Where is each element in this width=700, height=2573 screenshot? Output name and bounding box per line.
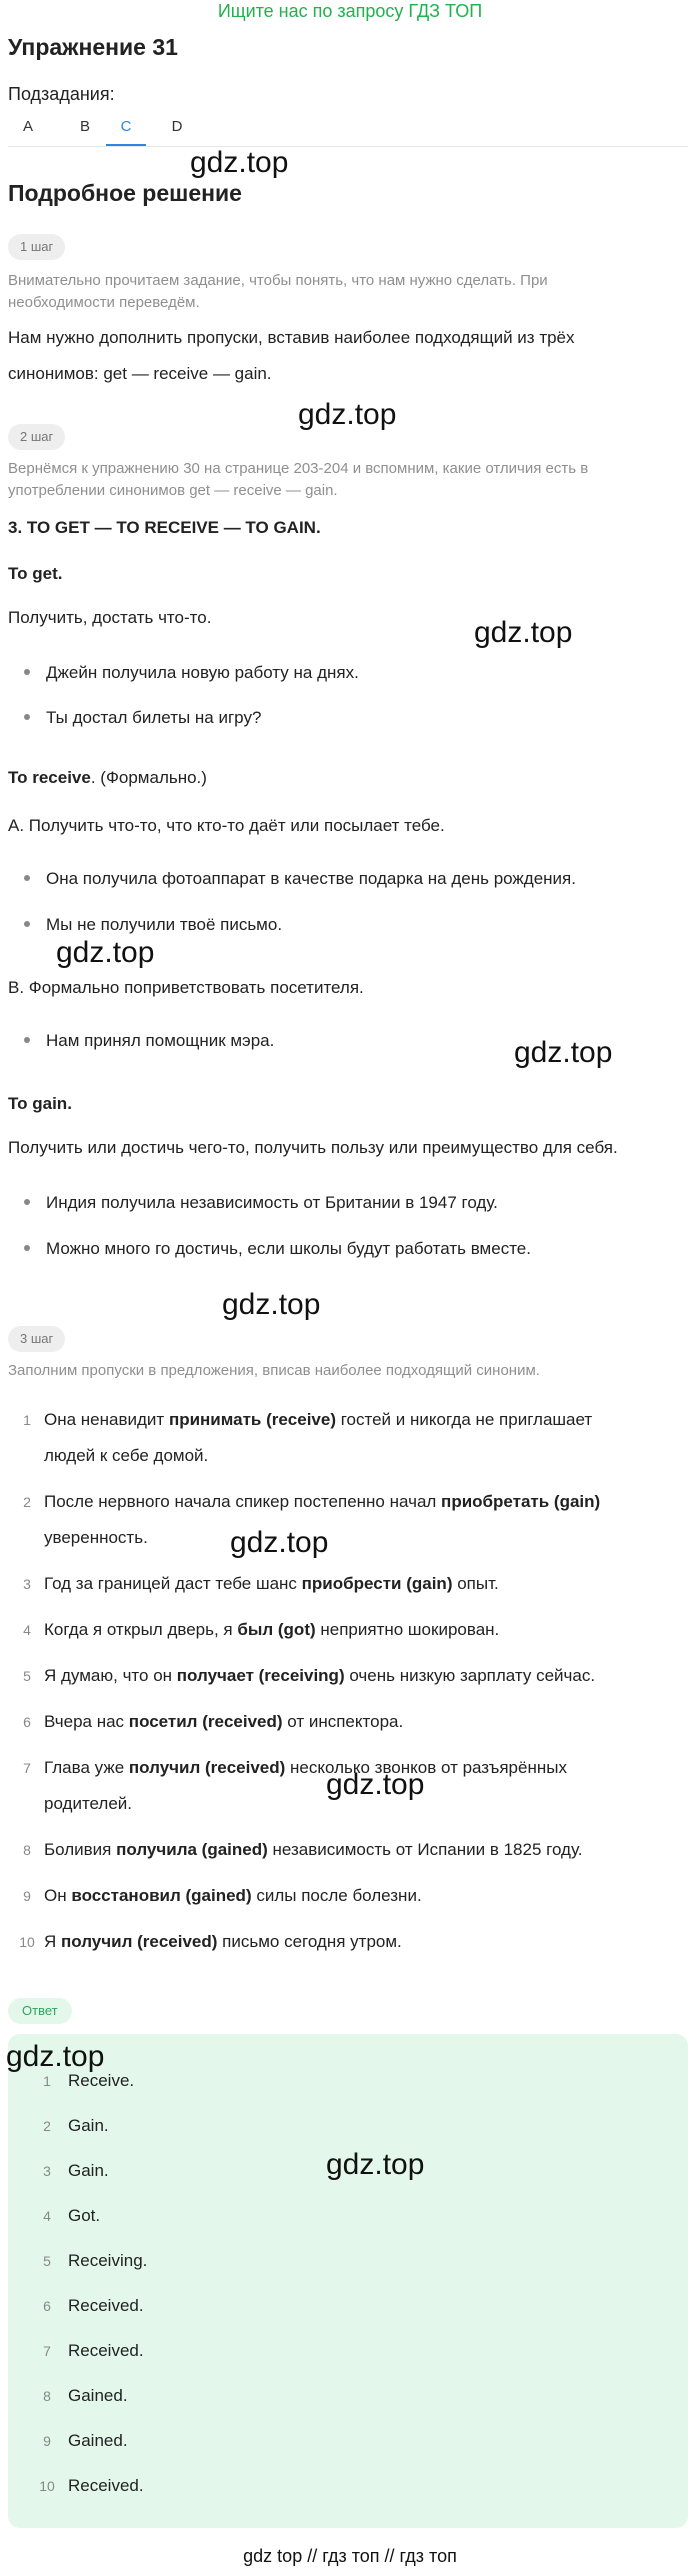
list-item	[24, 1192, 498, 1214]
gain-title: To gain.	[8, 1094, 72, 1113]
sentence-part: гостей и никогда не приглашает	[336, 1410, 593, 1429]
answer-word: приобрести (gain)	[301, 1574, 453, 1593]
bullet-icon	[24, 669, 30, 675]
answer-row	[34, 2295, 144, 2317]
receive-title-text: To receive	[8, 768, 91, 787]
sentence-part: уверенность.	[44, 1528, 148, 1547]
list-item-number: 6	[23, 1714, 31, 1730]
list-item-text	[44, 1924, 668, 1960]
answer-box	[8, 2034, 688, 2528]
list-item-text	[44, 1832, 668, 1868]
list-item-text	[44, 1878, 668, 1914]
answer-text: Received.	[68, 2296, 144, 2315]
answer-row	[34, 2115, 109, 2137]
step-text-line: Нам нужно дополнить пропуски, вставив наиболее подходящий из трёх	[8, 328, 575, 347]
list-item-text	[44, 1484, 668, 1556]
sentence-part: силы после болезни.	[251, 1886, 422, 1905]
sentence-part: от инспектора.	[282, 1712, 404, 1731]
answer-badge: Ответ	[8, 1998, 72, 2024]
answer-text: Gain.	[68, 2161, 109, 2180]
top-banner[interactable]: Ищите нас по запросу ГДЗ ТОП	[217, 1, 483, 21]
list-item-text	[44, 1658, 668, 1694]
answer-number: 4	[43, 2208, 51, 2224]
answer-word: посетил (received)	[128, 1712, 283, 1731]
answer-word: был (got)	[237, 1620, 316, 1639]
answer-text: Gained.	[68, 2386, 128, 2405]
step-badge: 2 шаг	[8, 424, 65, 450]
sentence-part: Глава уже	[44, 1758, 129, 1777]
answer-number: 2	[43, 2118, 51, 2134]
receive-title: To receive. (Формально.)	[8, 768, 207, 787]
sentence-part: Он	[44, 1886, 72, 1905]
list-item	[24, 914, 282, 936]
bullet-icon	[24, 1199, 30, 1205]
tab-b[interactable]: B	[79, 118, 90, 135]
sentence-part: Я	[44, 1932, 61, 1951]
step-text	[8, 320, 688, 392]
gain-title-text: To gain	[8, 1094, 68, 1113]
sentence-part: Она ненавидит	[44, 1410, 169, 1429]
answer-number: 1	[43, 2073, 51, 2089]
answer-word: приобретать (gain)	[441, 1492, 601, 1511]
synonyms-heading: 3. TO GET — TO RECEIVE — TO GAIN.	[8, 518, 321, 537]
bullet-icon	[24, 875, 30, 881]
answer-row	[34, 2160, 109, 2182]
get-definition: Получить, достать что-то.	[8, 608, 212, 627]
answer-number: 3	[43, 2163, 51, 2179]
sentence-part: людей к себе домой.	[44, 1446, 209, 1465]
watermark: gdz.top	[326, 1768, 425, 1801]
answer-text: Gain.	[68, 2116, 109, 2135]
answer-word: восстановил (gained)	[71, 1886, 252, 1905]
watermark: gdz.top	[190, 146, 289, 179]
list-item-text	[44, 1704, 668, 1740]
list-item-number: 9	[23, 1888, 31, 1904]
step-note-line: Вернёмся к упражнению 30 на странице 203-204 и вспомним, какие отличия есть в	[8, 460, 589, 477]
sentence-part: очень низкую зарплату сейчас.	[344, 1666, 596, 1685]
sentence-part: неприятно шокирован.	[315, 1620, 500, 1639]
list-item	[24, 707, 261, 729]
answer-number: 6	[43, 2298, 51, 2314]
answer-row	[34, 2340, 144, 2362]
list-item-text: Можно много го достичь, если школы будут работать вместе.	[46, 1239, 531, 1258]
watermark: gdz.top	[56, 936, 155, 969]
answer-number: 9	[43, 2433, 51, 2449]
step-note-line: употреблении синонимов get — receive — gain.	[8, 482, 338, 499]
list-item-text: Индия получила независимость от Британии в 1947 году.	[46, 1193, 498, 1212]
step-note-line: необходимости переведём.	[8, 294, 200, 311]
watermark: gdz.top	[514, 1036, 613, 1069]
list-item-number: 10	[19, 1934, 35, 1950]
answer-row	[34, 2205, 100, 2227]
watermark: gdz.top	[298, 398, 397, 431]
list-item-number: 4	[23, 1622, 31, 1638]
footer-links[interactable]: gdz top // гдз топ // гдз топ	[243, 2546, 457, 2566]
step-note: Заполним пропуски в предложения, вписав наиболее подходящий синоним.	[8, 1362, 540, 1379]
answer-text: Receive.	[68, 2071, 135, 2090]
list-item-text: Джейн получила новую работу на днях.	[46, 663, 359, 682]
watermark: gdz.top	[326, 2148, 425, 2181]
answer-number: 8	[43, 2388, 51, 2404]
answer-word: принимать (receive)	[168, 1410, 336, 1429]
answer-row	[34, 2250, 147, 2272]
answer-text: Receiving.	[68, 2251, 148, 2270]
list-item	[24, 662, 359, 684]
tab-d[interactable]: D	[171, 118, 183, 135]
answer-row	[34, 2385, 128, 2407]
list-item	[24, 1030, 274, 1052]
answer-text: Received.	[68, 2341, 144, 2360]
sentence-part: Когда я открыл дверь, я	[44, 1620, 238, 1639]
watermark: gdz.top	[230, 1526, 329, 1559]
list-item-text: Нам принял помощник мэра.	[46, 1031, 275, 1050]
list-item-text: Она получила фотоаппарат в качестве подарка на день рождения.	[46, 869, 576, 888]
answer-number: 10	[39, 2478, 55, 2494]
step-note	[8, 458, 688, 502]
answer-text: Gained.	[68, 2431, 128, 2450]
sentence-part: опыт.	[452, 1574, 499, 1593]
list-item-number: 7	[23, 1760, 31, 1776]
step-note	[8, 270, 688, 314]
list-item-text	[44, 1612, 668, 1648]
list-item-text: Мы не получили твоё письмо.	[46, 915, 283, 934]
list-item-number: 1	[23, 1412, 31, 1428]
get-title: To get.	[8, 564, 63, 583]
watermark: gdz.top	[474, 616, 573, 649]
watermark: gdz.top	[6, 2040, 105, 2073]
answer-word: получил (received)	[128, 1758, 286, 1777]
answer-word: получает (receiving)	[176, 1666, 345, 1685]
list-item-text: Ты достал билеты на игру?	[46, 708, 262, 727]
answer-number: 7	[43, 2343, 51, 2359]
gain-definition: Получить или достичь чего-то, получить пользу или преимущество для себя.	[8, 1138, 618, 1157]
answer-row	[34, 2475, 144, 2497]
bullet-icon	[24, 1245, 30, 1251]
list-item	[24, 1238, 531, 1260]
page-title: Упражнение 31	[8, 34, 178, 60]
sentence-part: Вчера нас	[44, 1712, 129, 1731]
step-note-line: Внимательно прочитаем задание, чтобы понять, что нам нужно сделать. При	[8, 272, 548, 289]
watermark: gdz.top	[222, 1288, 321, 1321]
sentence-part: независимость от Испании в 1825 году.	[267, 1840, 583, 1859]
step-badge: 3 шаг	[8, 1326, 65, 1352]
receive-b: B. Формально поприветствовать посетителя.	[8, 978, 364, 997]
list-item-number: 3	[23, 1576, 31, 1592]
answer-word: получила (gained)	[116, 1840, 268, 1859]
subtask-tabs	[8, 110, 688, 147]
answer-text: Received.	[68, 2476, 144, 2495]
sentence-part: Я думаю, что он	[44, 1666, 177, 1685]
list-item-number: 5	[23, 1668, 31, 1684]
sentence-part: письмо сегодня утром.	[217, 1932, 402, 1951]
sentence-part: родителей.	[44, 1794, 133, 1813]
answer-number: 5	[43, 2253, 51, 2269]
solution-title: Подробное решение	[8, 180, 242, 206]
sentence-part: Боливия	[44, 1840, 117, 1859]
receive-a: A. Получить что-то, что кто-то даёт или посылает тебе.	[8, 816, 445, 835]
step-text-line: синонимов: get — receive — gain.	[8, 364, 272, 383]
list-item-number: 8	[23, 1842, 31, 1858]
list-item-text	[44, 1402, 668, 1474]
step-badge: 1 шаг	[8, 234, 65, 260]
bullet-icon	[24, 1037, 30, 1043]
answer-text: Got.	[68, 2206, 101, 2225]
sentence-part: После нервного начала спикер постепенно начал	[44, 1492, 442, 1511]
subtasks-label: Подзадания:	[8, 84, 115, 104]
tab-a[interactable]: A	[22, 118, 33, 135]
sentence-part: Год за границей даст тебе шанс	[44, 1574, 302, 1593]
list-item-text	[44, 1566, 668, 1602]
list-item-number: 2	[23, 1494, 31, 1510]
receive-note: (Формально.)	[95, 768, 207, 787]
bullet-icon	[24, 921, 30, 927]
sentence-part: несколько звонков от разъярённых	[285, 1758, 567, 1777]
tab-c[interactable]: C	[106, 110, 146, 146]
answer-row	[34, 2430, 128, 2452]
get-title-text: To get	[8, 564, 58, 583]
bullet-icon	[24, 714, 30, 720]
answer-word: получил (received)	[61, 1932, 218, 1951]
list-item	[24, 868, 576, 890]
